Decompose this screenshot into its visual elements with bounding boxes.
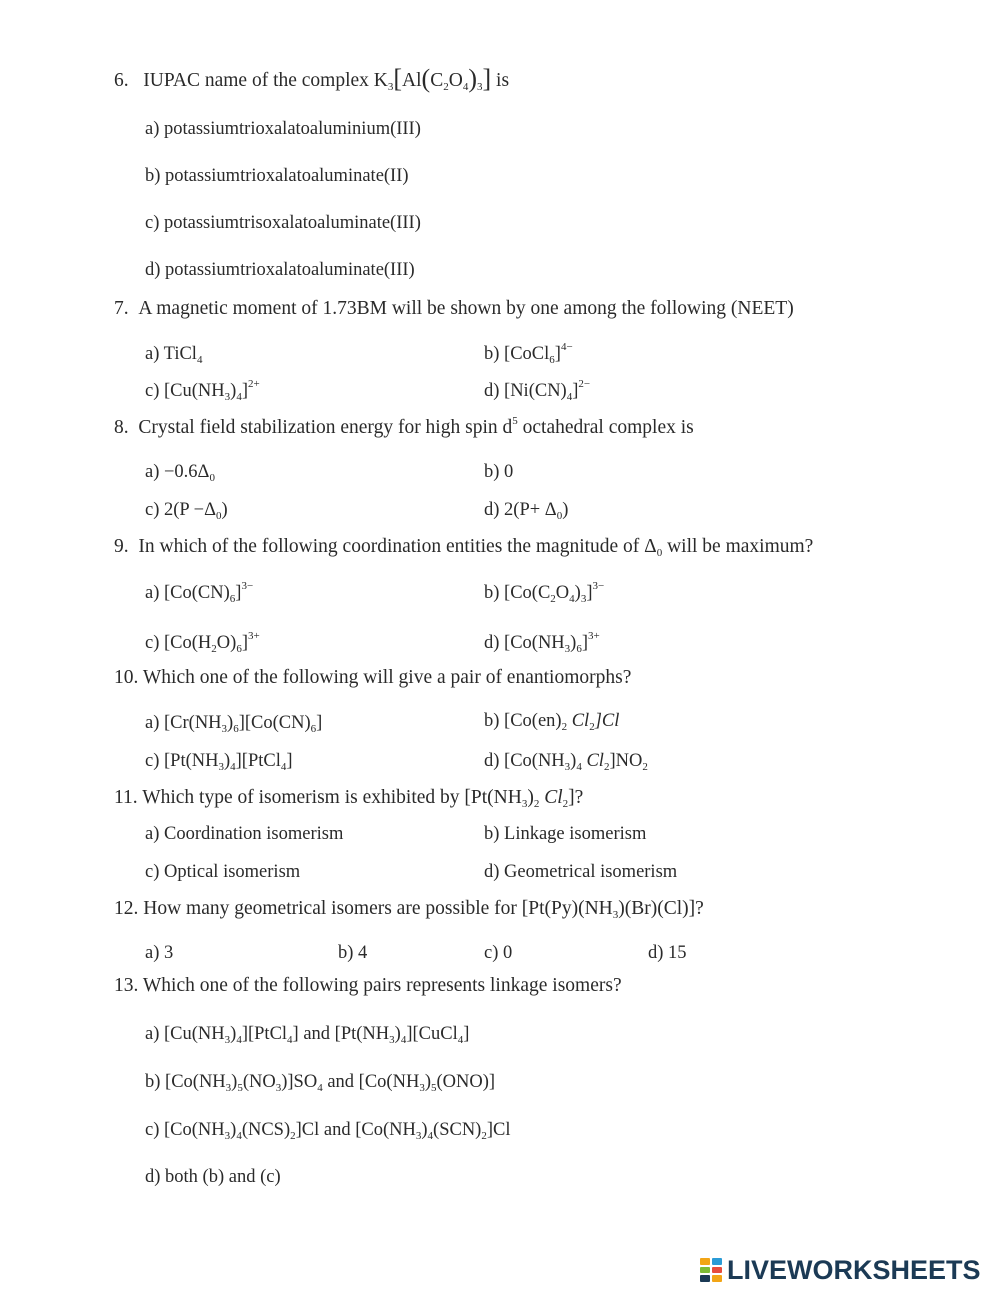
logo-text: LIVEWORKSHEETS bbox=[727, 1254, 981, 1285]
option-10c[interactable]: c) $[Pt(NH_3)_4][PtCl_4]$ bbox=[145, 751, 293, 773]
option-6d[interactable]: d) potassiumtrioxalatoaluminate(III) bbox=[145, 260, 415, 280]
question-11: 11. Which type of isomerism is exhibited by [$Pt(NH_3)_2$ $Cl_2$]? bbox=[114, 787, 584, 810]
option-6c[interactable]: c) potassiumtrisoxalatoaluminate(III) bbox=[145, 213, 421, 233]
option-10d[interactable]: d) [$Co(NH_3)_4$ $Cl_2]NO_2$ bbox=[484, 751, 648, 773]
option-12b[interactable]: b) 4 bbox=[338, 943, 368, 963]
option-8a[interactable]: $a) -0.6\Delta_0$ bbox=[145, 462, 215, 484]
option-10a[interactable]: a) $[Cr(NH_3)_6][Co(CN)_6]$ bbox=[145, 713, 323, 735]
option-7d[interactable]: d) $[Ni(CN)_4]^{2-}$ bbox=[484, 378, 591, 403]
option-6a[interactable]: a) potassiumtrioxalatoaluminium(III) bbox=[145, 119, 421, 139]
option-13d[interactable]: d) both (b) and (c) bbox=[145, 1167, 281, 1187]
logo-icon bbox=[700, 1258, 722, 1282]
option-7b[interactable]: b) [CoCl$_6$]$^{4-}$ bbox=[484, 341, 573, 366]
option-6b[interactable]: b) potassiumtrioxalatoaluminate(II) bbox=[145, 166, 409, 186]
option-11d[interactable]: d) Geometrical isomerism bbox=[484, 862, 678, 882]
option-7c[interactable]: c) $[Cu(NH_3)_4]^{2+}$ bbox=[145, 378, 260, 403]
option-9c[interactable]: c) $[Co(H_2O)_6]^{3+}$ bbox=[145, 630, 260, 655]
option-12d[interactable]: d) 15 bbox=[648, 943, 687, 963]
option-13b[interactable]: b) $[Co(NH_3)_5(NO_3)]SO_4$ and $[Co(NH_3)_5(ONO)]$ bbox=[145, 1072, 496, 1094]
question-10: 10. Which one of the following will give a pair of enantiomorphs? bbox=[114, 667, 632, 688]
option-12a[interactable]: a) 3 bbox=[145, 943, 174, 963]
option-9d[interactable]: d) $[Co(NH_3)_6]^{3+}$ bbox=[484, 630, 600, 655]
option-11a[interactable]: a) Coordination isomerism bbox=[145, 824, 344, 844]
question-number: 6. bbox=[114, 70, 129, 91]
option-8c[interactable]: c) $2(P -\Delta_0)$ bbox=[145, 500, 228, 522]
question-12: 12. How many geometrical isomers are possible for $[Pt(Py)(NH_3)(Br)(Cl)]$? bbox=[114, 898, 704, 921]
option-13a[interactable]: a) $[Cu(NH_3)_4][PtCl_4]$ and $[Pt(NH_3)_4][CuCl_4]$ bbox=[145, 1024, 470, 1046]
option-8b[interactable]: b) 0 bbox=[484, 462, 514, 482]
question-6: 6. IUPAC name of the complex $K_3[Al(C_2O_4)_3]$ is bbox=[114, 64, 510, 93]
option-10b[interactable]: b) [$Co(en)_2$ $Cl_2]Cl$ bbox=[484, 711, 620, 733]
option-9a[interactable]: a) $[Co(CN)_6]^{3-}$ bbox=[145, 580, 254, 605]
option-9b[interactable]: b) $[Co(C_2O_4)_3]^{3-}$ bbox=[484, 580, 605, 605]
option-8d[interactable]: d) $2(P+ \Delta_0)$ bbox=[484, 500, 569, 522]
question-8: 8. Crystal field stabilization energy for high spin $d^5$ octahedral complex is bbox=[114, 415, 694, 438]
option-13c[interactable]: c) $[Co(NH_3)_4(NCS)_2]Cl$ and $[Co(NH_3)_4(SCN)_2]Cl$ bbox=[145, 1120, 511, 1142]
question-7: 7. A magnetic moment of 1.73BM will be shown by one among the following (NEET) bbox=[114, 298, 794, 319]
liveworksheets-logo bbox=[700, 1253, 981, 1287]
option-11c[interactable]: c) Optical isomerism bbox=[145, 862, 301, 882]
question-13: 13. Which one of the following pairs represents linkage isomers? bbox=[114, 975, 622, 996]
option-11b[interactable]: b) Linkage isomerism bbox=[484, 824, 647, 844]
option-12c[interactable]: c) 0 bbox=[484, 943, 513, 963]
option-7a[interactable]: a) TiCl$_4$ bbox=[145, 344, 203, 366]
question-9: 9. In which of the following coordination entities the magnitude of $\Delta_0$ will be maximum? bbox=[114, 536, 814, 559]
